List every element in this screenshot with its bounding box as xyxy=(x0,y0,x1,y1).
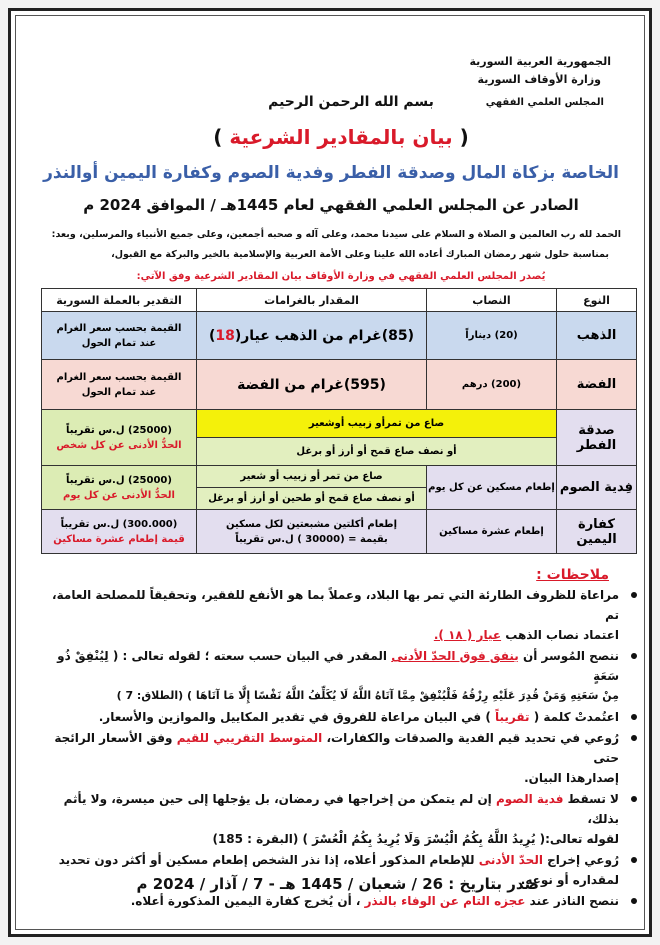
fitr-value-amount: (25000) ل.س تقريباً xyxy=(66,424,172,436)
gold-karat: 18 xyxy=(215,327,235,344)
table-row-gold xyxy=(42,312,637,360)
fidya-value xyxy=(42,466,197,510)
title-text: بيان بالمقادير الشرعية xyxy=(229,125,453,149)
gold-amount xyxy=(197,312,427,360)
note-3-text-a: اعتُمدتْ كلمة ( xyxy=(529,710,619,724)
kaffara-value-amount: (300.000) ل.س تقريباً xyxy=(60,518,178,530)
bullet-icon xyxy=(631,592,637,598)
list-item xyxy=(37,707,637,727)
header-council: المجلس العلمي الفقهي xyxy=(485,97,604,108)
gold-amount-text: (85)غرام من الذهب عيار( xyxy=(234,327,415,344)
kaffara-value xyxy=(42,510,197,554)
list-item xyxy=(37,728,637,788)
intro-line-1: الحمد لله رب العالمين و الصلاة و السلام على سيدنا محمد، وعلى آله و صحبه أجمعين، وعلى جميع الأنبياء والمرسلين، وبعد: xyxy=(51,229,621,240)
note-6-line-2: لمقداره أو نوعه. xyxy=(520,873,619,887)
note-7-text-a: ننصح الناذر عند xyxy=(525,894,619,908)
note-6-text-c: للإطعام المذكور أعلاه، إذا نذر الشخص إطعام مسكين أو أكثر دون تحديد xyxy=(58,853,479,867)
table-row-kaffara xyxy=(42,510,637,554)
silver-nisab: (200) درهم xyxy=(427,360,557,410)
notes-list xyxy=(37,585,637,912)
note-7-line-1 xyxy=(37,891,619,911)
kaffara-amount xyxy=(197,510,427,554)
list-item xyxy=(37,646,637,706)
note-1-text: اعتماد نصاب الذهب xyxy=(501,628,619,642)
note-6-highlight: الحدّ الأدنى xyxy=(478,853,543,867)
note-1-line-1: مراعاة للظروف الطارئة التي تمر بها البلاد، وعملاً بما هو الأنفع للفقير، وتحقيقاً للمصلحة العامة، تم xyxy=(52,588,619,622)
note-5-text-a: لا تسقط xyxy=(563,792,619,806)
page-title xyxy=(171,125,511,149)
fitr-value xyxy=(42,410,197,466)
note-5-text-c: إن لم يتمكن من إخراجها في رمضان، بل يؤجلها إلى حين ميسرة، ولا يأثم بذلك، xyxy=(63,792,619,826)
header-ministry: وزارة الأوقاف السورية xyxy=(477,73,601,86)
fidya-amount-1: صاع من تمر أو زبيب أو شعير xyxy=(197,466,427,488)
fidya-nisab: إطعام مسكين عن كل يوم xyxy=(427,466,557,510)
bullet-icon xyxy=(631,735,637,741)
title-paren-close: ) xyxy=(213,125,223,149)
kaffara-amount-2: بقيمة = (30000 ) ل.س تقريباً xyxy=(235,533,388,545)
note-7-text-c: ، أن يُخرج كفارة اليمين المذكورة أعلاه. xyxy=(130,894,365,908)
note-4-line-1 xyxy=(37,728,619,768)
note-6-line-1 xyxy=(37,850,619,870)
subtitle-issuer: الصادر عن المجلس العلمي الفقهي لعام 1445هـ / الموافق 2024 م xyxy=(83,196,579,214)
notes-heading: ملاحظات : xyxy=(536,567,609,583)
header-republic: الجمهورية العربية السورية xyxy=(469,55,611,68)
header-amount: المقدار بالغرامات xyxy=(197,289,427,312)
title-paren-open: ( xyxy=(459,125,469,149)
subtitle-scope: الخاصة بزكاة المال وصدقة الفطر وفدية الصوم وكفارة اليمين أوالنذر xyxy=(43,163,619,183)
note-5-highlight: فدية الصوم xyxy=(495,792,564,806)
list-item xyxy=(37,891,637,911)
issue-date: صدر بتاريخ : 26 / شعبان / 1445 هـ - 7 / آذار / 2024 م xyxy=(136,875,539,893)
kaffara-value-note: قيمة إطعام عشرة مساكين xyxy=(53,533,185,545)
fidya-type: فِدية الصوم xyxy=(557,466,637,510)
table-header-row xyxy=(42,289,637,312)
note-2-text-c: المقدر في البيان حسب سعته ؛ لقوله تعالى : ( لِيُنْفِقْ ذُو سَعَةٍ xyxy=(57,649,619,683)
list-item xyxy=(37,585,637,645)
silver-amount: (595)غرام من الفضة xyxy=(197,360,427,410)
kaffara-type: كفارة اليمين xyxy=(557,510,637,554)
note-2-highlight: ينفق فوق الحدّ الأدنى xyxy=(391,649,519,663)
silver-value-line2: عند تمام الحول xyxy=(81,386,157,398)
bullet-icon xyxy=(631,898,637,904)
measures-table xyxy=(41,288,637,554)
header-type: النوع xyxy=(557,289,637,312)
gold-amount-close: ) xyxy=(208,327,216,344)
silver-value xyxy=(42,360,197,410)
intro-line-3: يُصدر المجلس العلمي الفقهي في وزارة الأوقاف بيان المقادير الشرعية وفق الآتي: xyxy=(136,271,546,282)
intro-line-2: بمناسبة حلول شهر رمضان المبارك أعاده الله علينا وعلى الأمة العربية والإسلامية بالخير والبركة مع القبول، xyxy=(111,249,609,260)
bullet-icon xyxy=(631,714,637,720)
note-3-line-1 xyxy=(37,707,619,727)
fitr-type: صدقة الفطر xyxy=(557,410,637,466)
gold-nisab: (20) ديناراً xyxy=(427,312,557,360)
note-2-line-2: مِنْ سَعَتِهِ وَمَنْ قُدِرَ عَلَيْهِ رِزْقُهُ فَلْيُنْفِقْ مِمَّا آتَاهُ اللَّهُ لَا يُكَلِّفُ اللَّهُ نَفْسًا إِلَّا مَا آتَاهَا ) (الطلاق: 7 ) xyxy=(116,689,619,702)
note-4-line-2: إصدارهذا البيان. xyxy=(524,771,619,785)
note-5-line-1 xyxy=(37,789,619,829)
fitr-amount-2: أو نصف صاع قمح أو أرز أو برغل xyxy=(197,438,557,466)
note-2-line-1 xyxy=(37,646,619,686)
fitr-value-note: الحدُّ الأدنى عن كل شخص xyxy=(56,439,182,451)
note-4-highlight: المتوسط التقريبي للقيم xyxy=(176,731,323,745)
header-nisab: النصاب xyxy=(427,289,557,312)
note-7-highlight: عجزه التام عن الوفاء بالنذر xyxy=(364,894,526,908)
note-1-highlight: عيار ( ١٨ ). xyxy=(433,628,502,642)
header-value: التقدير بالعملة السورية xyxy=(42,289,197,312)
bullet-icon xyxy=(631,653,637,659)
fitr-amount-1: صاع من تمرأو زبيب أوشعير xyxy=(197,410,557,438)
fidya-value-note: الحدُّ الأدنى عن كل يوم xyxy=(63,489,175,501)
note-5-line-2: لقوله تعالى:( يُرِيدُ اللَّهُ بِكُمُ الْيُسْرَ وَلَا يُرِيدُ بِكُمُ الْعُسْرَ ) (البقرة : 185) xyxy=(212,832,619,846)
basmala: بسم الله الرحمن الرحيم xyxy=(268,94,434,110)
bullet-icon xyxy=(631,857,637,863)
silver-type: الفضة xyxy=(557,360,637,410)
silver-value-line1: القيمة بحسب سعر الغرام xyxy=(56,371,182,383)
document-page xyxy=(8,8,652,937)
gold-value-line1: القيمة بحسب سعر الغرام xyxy=(56,322,182,334)
note-1-line-2 xyxy=(37,625,619,645)
note-3-highlight: تقريباً xyxy=(495,710,530,724)
kaffara-nisab: إطعام عشرة مساكين xyxy=(427,510,557,554)
note-3-text-c: ) في البيان مراعاة للفروق في تقدير المكاييل والموازين والأسعار. xyxy=(98,710,495,724)
kaffara-amount-1: إطعام أكلتين مشبعتين لكل مسكين xyxy=(225,518,397,530)
gold-value-line2: عند تمام الحول xyxy=(81,337,157,349)
note-4-text-a: رُوعي في تحديد قيم الفدية والصدقات والكفارات، xyxy=(322,731,619,745)
table-row-silver xyxy=(42,360,637,410)
fidya-amount-2: أو نصف صاع قمح أو طحين أو أرز أو برغل xyxy=(197,488,427,510)
table-row-fitr-1 xyxy=(42,410,637,438)
note-6-text-a: رُوعي إخراج xyxy=(542,853,619,867)
note-2-text-a: ننصح المُوسر أن xyxy=(518,649,619,663)
table-row-fidya-1 xyxy=(42,466,637,488)
gold-value xyxy=(42,312,197,360)
fidya-value-amount: (25000) ل.س تقريباً xyxy=(66,474,172,486)
gold-type: الذهب xyxy=(557,312,637,360)
note-4-text-c: وفق الأسعار الرائجة حتى xyxy=(54,731,619,765)
bullet-icon xyxy=(631,796,637,802)
list-item xyxy=(37,789,637,849)
